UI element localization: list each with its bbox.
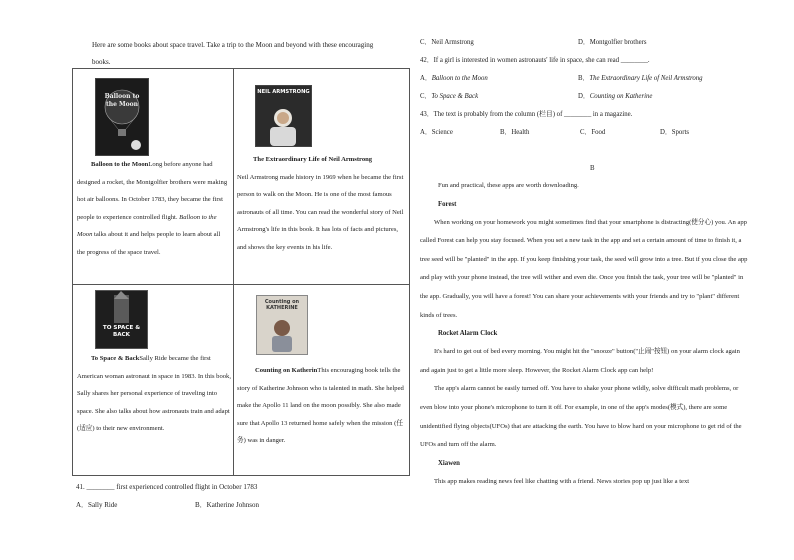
book-title-to-space: To Space & Back [91,355,140,362]
table-divider-horizontal [73,284,409,285]
section-b-body [420,177,750,491]
book-cover-katherine [256,295,308,355]
question-42-stem: 42．If a girl is interested in women astronauts' life in space, she can read ________. [420,57,650,64]
space-cover-art [96,291,147,348]
question-43-option-c: C．Food [580,129,606,136]
book-text-katherine: This encouraging book tells the story of Katherine Johnson who is talented in math. She helped make the Apollo 11 land on the moon possibly. She also made sure that Apollo 13 returned home safely when the mission (任务) was in danger. [237,367,404,445]
section-b-letter: B [590,165,595,172]
question-41-stem: 41. ________ first experienced controlled flight in October 1783 [76,483,258,491]
question-42-option-b: B．The Extraordinary Life of Neil Armstrong [578,75,703,82]
question-41-option-b: B．Katherine Johnson [195,501,259,509]
question-43-stem: 43．The text is probably from the column (栏目) of ________ in a magazine. [420,111,633,118]
rocket-heading: Rocket Alarm Clock [438,330,498,338]
balloon-cover-title: Balloon to the Moon [104,93,140,108]
question-42-option-c: C．To Space & Back [420,93,479,100]
book-italic-balloon: Balloon to the Moon [77,213,217,239]
question-41-option-c: C．Neil Armstrong [420,39,474,46]
to-space-cover-title: TO SPACE & BACK [102,325,141,338]
book-cell-to-space [77,350,231,438]
table-divider-vertical [233,69,234,475]
forest-heading: Forest [438,200,457,208]
rocket-text-2: The app's alarm cannot be easily turned off. You have to shake your phone wildly, solve difficult math problems, or even blow into your phone's microphone to turn it off. For example, in one of the app's modes(模式), there are some unidentified flying objects(UFOs) that are attacking the earth. You have to blow hard on your microphone to get rid of the UFOs and turn off the alarm. [420,385,742,449]
book-cell-balloon [77,156,229,262]
intro-text: Here are some books about space travel. Take a trip to the Moon and beyond with these encouraging books. [92,41,374,66]
book-cell-armstrong [237,151,407,257]
katherine-cover-title: Counting on KATHERINE [264,299,300,311]
book-cover-balloon [95,78,149,156]
book-table [72,68,410,476]
book-cover-armstrong [255,85,312,147]
question-41-option-d: D．Montgolfier brothers [578,39,647,46]
section-b-intro: Fun and practical, these apps are worth downloading. [438,182,579,189]
question-43-option-d: D．Sports [660,129,690,136]
xiawen-heading: Xiawen [438,459,460,467]
balloon-cover-art [96,79,148,155]
xiawen-text: This app makes reading news feel like chatting with a friend. News stories pop up just like a text [434,477,690,485]
book-title-katherine: Counting on Katherin [255,367,318,374]
forest-text: When working on your homework you might sometimes find that your smartphone is distracting(使分心) you. An app called Forest can help you stay focused. When you set a new task in the app and set a certain amount of time to finish it, a tree seed will be "planted" in the app. If you keep finishing your task, the seed will grow into a tree. But if you close the app and play with your phone instead, the tree will wither and even die. Once you finish the task, your tree will be "planted" in the app. Gradually, you will have a forest! You can share your achievements with your friends and try to "plant" different kinds of trees. [420,218,748,319]
question-42-option-a: A．Balloon to the Moon [420,75,488,82]
question-41-option-a: A．Sally Ride [76,501,118,509]
question-42-option-d: D．Counting on Katherine [578,93,653,100]
book-text-balloon-end: talks about it and helps people to learn about all the progress of the space travel. [77,231,221,256]
book-text-to-space: Sally Ride became the first American woman astronaut in space in 1983. In this book, Sally shares her personal experience of traveling into space. She also talks about how astronauts train and adapt (适应) to their new environment. [77,355,232,433]
rocket-text-1: It's hard to get out of bed every morning. You might hit the "snooze" button("止闹"按钮) on your alarm clock again and again just to get a little more sleep. However, the Rocket Alarm Clock app can help! [420,348,740,374]
question-43-option-b: B．Health [500,129,530,136]
book-cover-to-space [95,290,148,349]
book-text-armstrong: Neil Armstrong made history in 1969 when he became the first person to walk on the Moon. He is one of the most famous astronauts of all time. You can read the wonderful story of Neil Armstrong's life in this book. It has lots of facts and pictures, and shows the key events in his life. [237,173,404,251]
book-title-balloon: Balloon to the Moon [91,161,149,168]
book-text-balloon: Long before anyone had designed a rocket, the Montgolfier brothers were making hot air balloons. In October 1783, they became the first people to experience controlled flight. [77,161,228,221]
armstrong-cover-title: NEIL ARMSTRONG [257,89,310,95]
book-title-armstrong: The Extraordinary Life of Neil Armstrong [253,156,373,163]
astronaut-art [256,86,311,146]
book-cell-katherine [237,362,408,450]
question-43-option-a: A．Science [420,129,453,136]
